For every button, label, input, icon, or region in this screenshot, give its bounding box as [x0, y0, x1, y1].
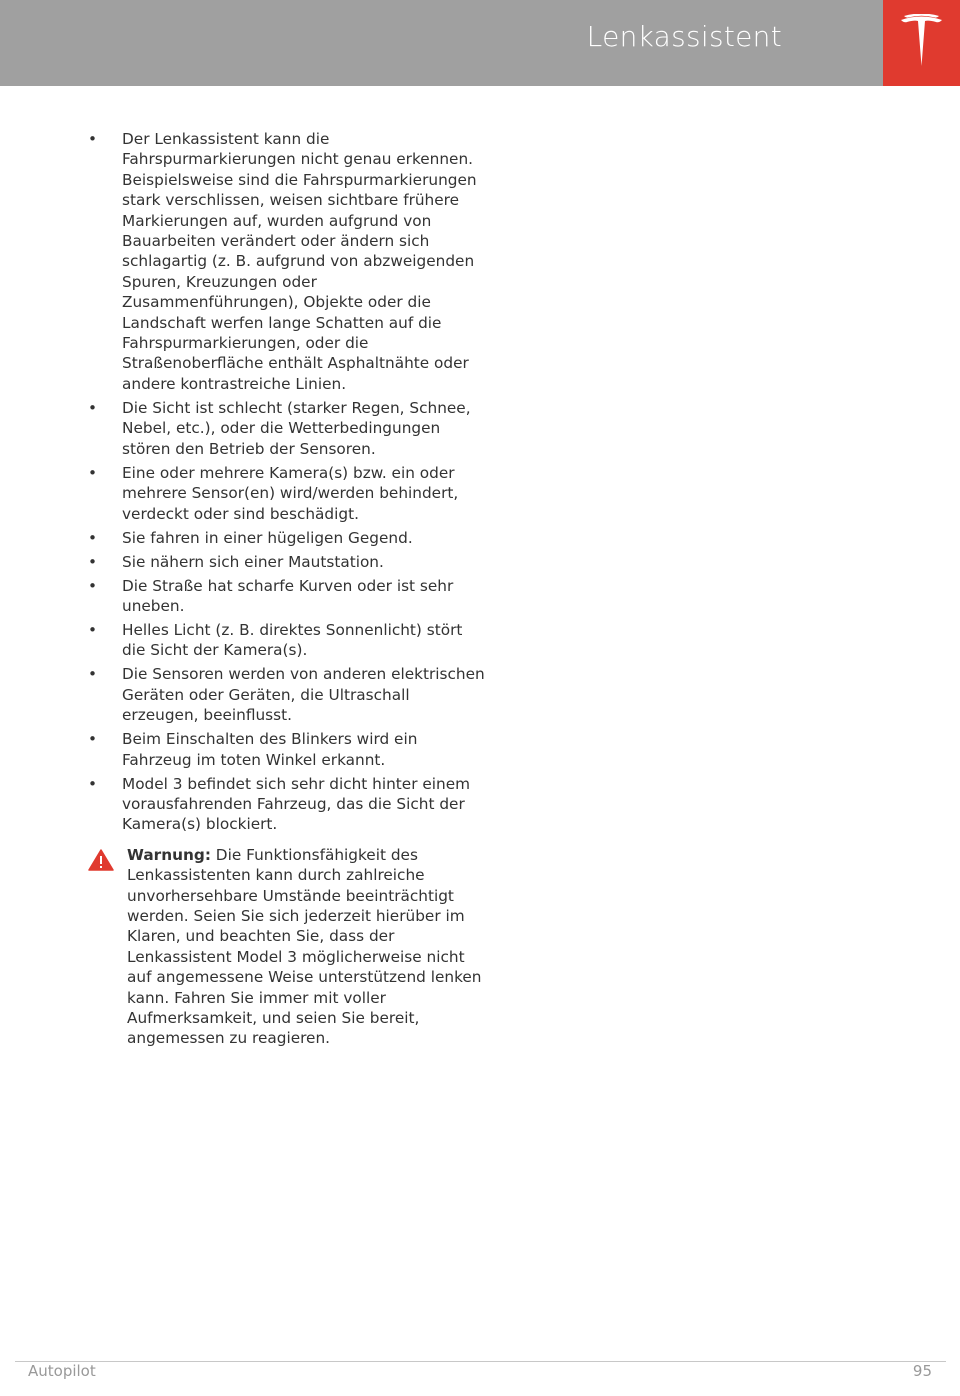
bullet-marker: • [88, 774, 98, 793]
list-item: • Beim Einschalten des Blinkers wird ein Fahrzeug im toten Winkel erkannt. [88, 730, 418, 769]
list-item: • Sie fahren in einer hügeligen Gegend. [88, 528, 413, 547]
bullet-marker: • [88, 730, 98, 749]
list-item: • Eine oder mehrere Kamera(s) bzw. ein oder mehrere Sensor(en) wird/werden behindert, verdeckt oder sind beschädigt. [88, 463, 459, 523]
list-item: • Model 3 befindet sich sehr dicht hinter einem vorausfahrenden Fahrzeug, das die Sicht der Kamera(s) blockiert. [88, 774, 471, 834]
page-title: Lenkassistent [586, 20, 782, 53]
bullet-marker: • [88, 576, 98, 595]
warning-text: Die Funktionsfähigkeit des Lenkassistenten kann durch zahlreiche unvorhersehbare Umstände beeinträchtigt werden. Seien Sie sich jederzeit hierüber im Klaren, und beachten Sie, dass der Lenkassistent Model 3 möglicherweise nicht auf angemessene Weise unterstützend lenken kann. Fahren Sie immer mit voller Aufmerksamkeit, und seien Sie bereit, angemessen zu reagieren. [127, 845, 482, 1048]
bullet-marker: • [88, 528, 98, 547]
list-item: • Die Sicht ist schlecht (starker Regen, Schnee, Nebel, etc.), oder die Wetterbedingungen stören den Betrieb der Sensoren. [88, 398, 471, 458]
footer-section-label: Autopilot [28, 1362, 96, 1380]
logo-box [883, 0, 960, 86]
bullet-marker: • [88, 463, 98, 482]
main-content [88, 129, 488, 1049]
bullet-marker: • [88, 620, 98, 639]
tesla-logo-icon [899, 14, 944, 69]
bullet-marker: • [88, 552, 98, 571]
bullet-marker: • [88, 130, 98, 148]
warning-triangle-icon [88, 849, 114, 871]
list-item: • Die Straße hat scharfe Kurven oder ist sehr uneben. [88, 576, 454, 615]
list-item: • Die Sensoren werden von anderen elektrischen Geräten oder Geräten, die Ultraschall erzeugen, beeinflusst. [88, 665, 485, 725]
page-number: 95 [912, 1362, 932, 1380]
list-item: • Sie nähern sich einer Mautstation. [88, 552, 384, 571]
list-item: • Helles Licht (z. B. direktes Sonnenlicht) stört die Sicht der Kamera(s). [88, 620, 463, 660]
bullet-marker: • [88, 665, 98, 684]
list-item: • Der Lenkassistent kann die Fahrspurmarkierungen nicht genau erkennen. Beispielsweise sind die Fahrspurmarkierungen stark verschlissen, weisen sichtbare frühere Markierungen auf, wurden aufgrund von Bauarbeiten verändert oder ändern sich schlagartig (z. B. aufgrund von abzweigenden Spuren, Kreuzungen oder Zusammenführungen), Objekte oder die Landschaft werfen lange Schatten auf die Fahrspurmarkierungen, oder die Straßenoberfläche enthält Asphaltnähte oder andere kontrastreiche Linien. [88, 130, 477, 393]
footer-divider [15, 1361, 946, 1362]
bullet-marker: • [88, 398, 98, 417]
condition-list [88, 129, 488, 835]
warning-box [88, 845, 488, 1049]
warning-label: Warnung: [127, 845, 211, 864]
header-bar [0, 0, 883, 86]
